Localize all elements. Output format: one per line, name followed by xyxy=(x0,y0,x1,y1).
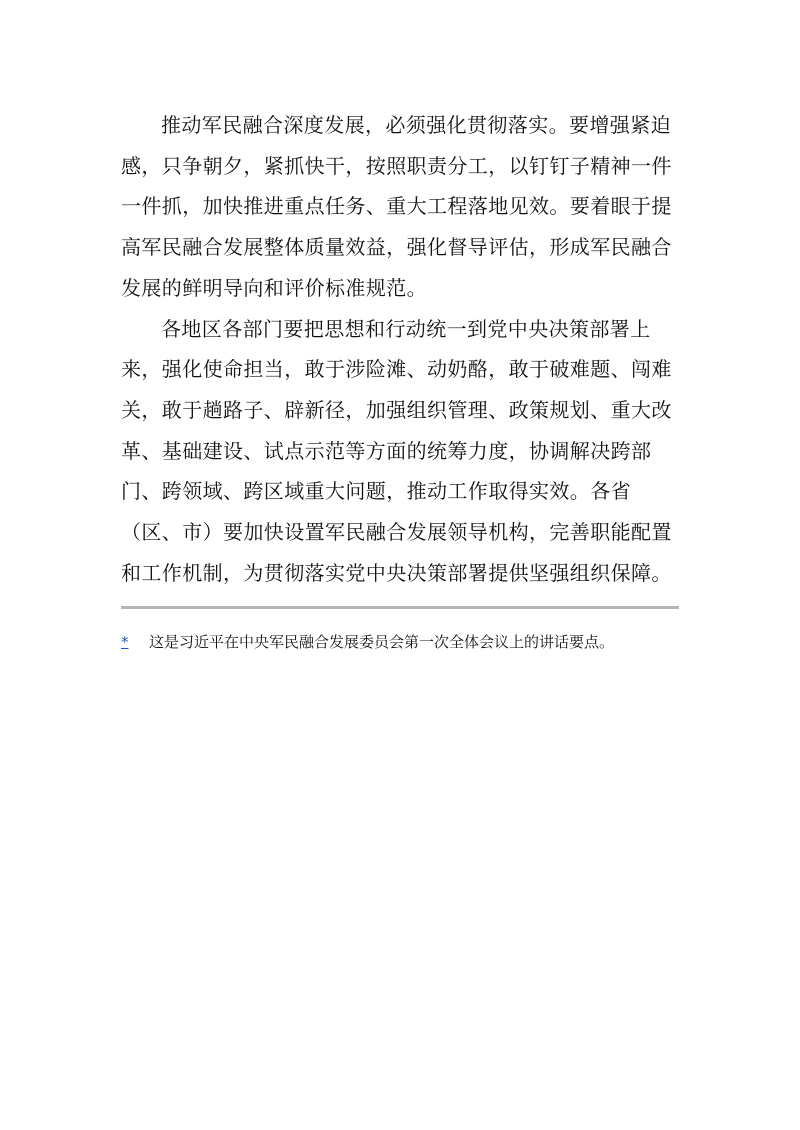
footnote-marker-link[interactable]: * xyxy=(121,633,129,651)
footnote xyxy=(121,630,681,654)
footnote-divider xyxy=(121,606,679,609)
paragraph-1: 推动军民融合深度发展，必须强化贯彻落实。要增强紧迫感，只争朝夕，紧抓快干，按照职责分工，以钉钉子精神一件一件抓，加快推进重点任务、重大工程落地见效。要着眼于提高军民融合发展整体质量效益，强化督导评估，形成军民融合发展的鲜明导向和评价标准规范。 xyxy=(121,113,672,300)
footnote-text: 这是习近平在中央军民融合发展委员会第一次全体会议上的讲话要点。 xyxy=(149,633,615,651)
body-text xyxy=(121,105,681,593)
paragraph-2: 各地区各部门要把思想和行动统一到党中央决策部署上来，强化使命担当，敢于涉险滩、动奶酪，敢于破难题、闯难关，敢于趟路子、辟新径，加强组织管理、政策规划、重大改革、基础建设、试点示范等方面的统筹力度，协调解决跨部门、跨领域、跨区域重大问题，推动工作取得实效。各省（区、市）要加快设置军民融合发展领导机构，完善职能配置和工作机制，为贯彻落实党中央决策部署提供坚强组织保障。 xyxy=(121,316,672,585)
